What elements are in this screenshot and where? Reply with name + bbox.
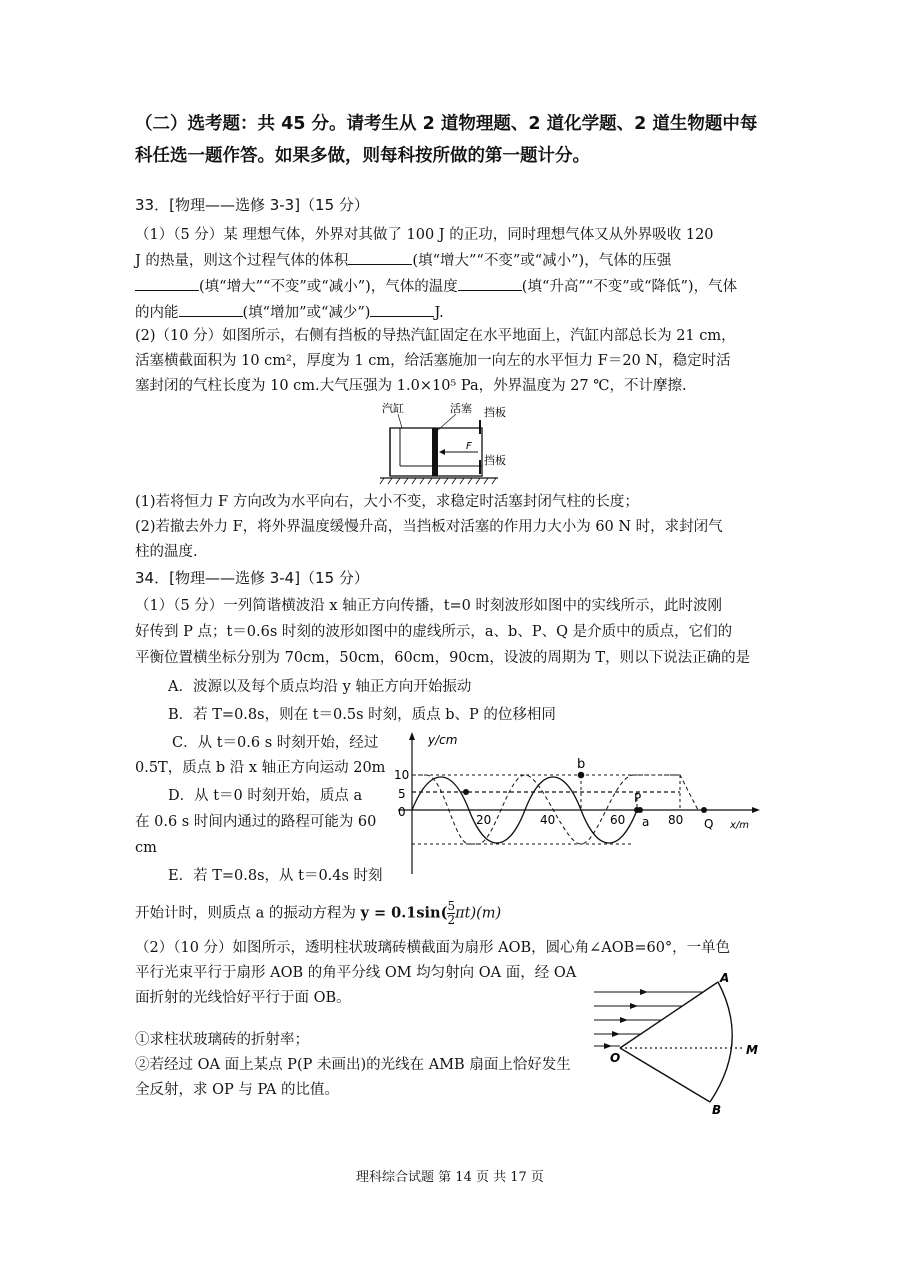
- q33-sub2-line2: 柱的温度.: [135, 544, 198, 560]
- label-stop-top: 挡板: [484, 406, 506, 419]
- wave-graph: [368, 728, 768, 876]
- option-c-line1: C．从 t＝0.6 s 时刻开始，经过: [172, 735, 379, 751]
- option-a: A．波源以及每个质点均沿 y 轴正方向开始振动: [168, 679, 472, 695]
- q33-sub1: (1)若将恒力 F 方向改为水平向右，大小不变，求稳定时活塞封闭气柱的长度；: [135, 494, 639, 510]
- text-segment: (填“增大”“不变”或“减小”)，气体的温度: [199, 279, 458, 295]
- x-axis-arrow: [752, 807, 760, 813]
- force-arrow-head: [439, 449, 445, 455]
- label-piston: 活塞: [450, 402, 472, 415]
- answer-blank-temperature[interactable]: [458, 276, 522, 291]
- edge-ob: [620, 1048, 710, 1102]
- text-segment: J 的热量，则这个过程气体的体积: [135, 253, 349, 269]
- option-e-line2: [135, 900, 501, 927]
- q33-p2-line3: 塞封闭的气柱长度为 10 cm.大气压强为 1.0×10⁵ Pa，外界温度为 27 ℃，不计摩擦.: [135, 378, 687, 394]
- y-axis-label: y/cm: [428, 733, 458, 747]
- answer-blank-pressure[interactable]: [135, 276, 199, 291]
- text-segment: 开始计时，则质点 a 的振动方程为: [135, 905, 361, 922]
- tick-x-40: 40: [540, 813, 556, 827]
- tick-y-0: 0: [398, 805, 406, 819]
- q34-p2-q2-line2: 全反射，求 OP 与 PA 的比值。: [135, 1082, 339, 1098]
- text-segment: (填“升高”“不变”或“降低”)，气体: [521, 279, 738, 295]
- q33-p1-line3: [135, 276, 737, 297]
- label-m-point: M: [746, 1043, 758, 1057]
- piston: [432, 428, 438, 476]
- x-axis-label: x/m: [730, 820, 750, 831]
- page-footer: 理科综合试题 第 14 页 共 17 页: [356, 1170, 544, 1185]
- option-b: B．若 T=0.8s，则在 t＝0.5s 时刻，质点 b、P 的位移相同: [168, 707, 556, 723]
- point-q: [701, 807, 707, 813]
- tick-x-80: 80: [668, 813, 684, 827]
- q33-sub2-line1: (2)若撤去外力 F，将外界温度缓慢升高，当挡板对活塞的作用力大小为 60 N 时，求封闭气: [135, 519, 723, 535]
- q33-p2-line1: (2)（10 分）如图所示，右侧有挡板的导热汽缸固定在水平地面上，汽缸内部总长为 21 cm，: [135, 328, 736, 344]
- q34-p2-q2-line1: ②若经过 OA 面上某点 P(P 未画出)的光线在 AMB 扇面上恰好发生: [135, 1057, 571, 1073]
- answer-blank-internal-energy[interactable]: [179, 302, 243, 317]
- label-a-point: A: [720, 971, 730, 985]
- tick-y-10: 10: [394, 768, 410, 782]
- tick-x-20: 20: [476, 813, 492, 827]
- tick-x-60: 60: [610, 813, 626, 827]
- q34-p2-line1: （2）（10 分）如图所示，透明柱状玻璃砖横截面为扇形 AOB，圆心角∠AOB=60°，一单色: [135, 940, 731, 956]
- tick-y-5: 5: [398, 787, 406, 801]
- label-cylinder: 汽缸: [382, 402, 404, 415]
- label-p: P: [634, 791, 642, 805]
- label-force: F: [466, 441, 472, 452]
- point-wave: [463, 789, 469, 795]
- option-c-line2: 0.5T，质点 b 沿 x 轴正方向运动 20m: [135, 760, 386, 776]
- option-d-line3: cm: [135, 840, 157, 856]
- light-rays: [594, 992, 702, 1046]
- arc-amb: [710, 982, 732, 1102]
- option-e-line1: E．若 T=0.8s，从 t＝0.4s 时刻: [168, 868, 383, 884]
- text-segment: 的内能: [135, 305, 179, 321]
- ray-arrows: [604, 989, 648, 1049]
- q34-p1-line1: （1）（5 分）一列简谐横波沿 x 轴正方向传播，t=0 时刻波形如图中的实线所示，此时波刚: [135, 598, 723, 614]
- q33-p2-line2: 活塞横截面积为 10 cm²，厚度为 1 cm，给活塞施加一向左的水平恒力 F＝20 N，稳定时活: [135, 353, 731, 369]
- fraction-denominator: 2: [447, 913, 456, 927]
- q33-p1-line2: [135, 250, 671, 271]
- label-stop-bottom: 挡板: [484, 454, 506, 467]
- q34-title: 34．[物理——选修 3-4]（15 分）: [135, 569, 369, 587]
- y-axis-arrow: [409, 732, 415, 740]
- q34-p2-q1: ①求柱状玻璃砖的折射率；: [135, 1032, 309, 1048]
- sector-diagram: [590, 968, 770, 1116]
- text-segment: (填“增加”或“减少”): [242, 305, 371, 321]
- answer-blank-volume[interactable]: [348, 250, 412, 265]
- fraction: [447, 900, 455, 927]
- label-o-point: O: [610, 1051, 621, 1065]
- answer-blank-amount[interactable]: [370, 302, 434, 317]
- point-60: [637, 807, 643, 813]
- fraction-numerator: 5: [447, 899, 456, 913]
- section-heading-line2: 科任选一题作答。如果多做，则每科按所做的第一题计分。: [135, 146, 590, 166]
- label-b: b: [577, 757, 586, 772]
- q33-p1-line1: （1）（5 分）某 理想气体，外界对其做了 100 J 的正功，同时理想气体又从外界吸收 120: [135, 227, 714, 243]
- label-b-point: B: [712, 1103, 722, 1116]
- option-d-line1: D．从 t＝0 时刻开始，质点 a: [168, 788, 363, 804]
- q34-p2-line3: 面折射的光线恰好平行于面 OB。: [135, 990, 351, 1006]
- q34-p1-line3: 平衡位置横坐标分别为 70cm，50cm，60cm，90cm，设波的周期为 T，则以下说法正确的是: [135, 650, 751, 666]
- label-a: a: [642, 815, 650, 829]
- point-b: [578, 772, 585, 779]
- equation-part: πt)(m): [455, 905, 502, 922]
- q33-title: 33．[物理——选修 3-3]（15 分）: [135, 196, 369, 214]
- leader-cylinder: [398, 414, 402, 428]
- text-segment: (填“增大”“不变”或“减小”)，气体的压强: [412, 253, 672, 269]
- cylinder-diagram: [378, 398, 528, 488]
- ground-hatching: [380, 478, 496, 484]
- option-d-line2: 在 0.6 s 时间内通过的路程可能为 60: [135, 814, 377, 830]
- q34-p1-line2: 好传到 P 点；t＝0.6s 时刻的波形如图中的虚线所示，a、b、P、Q 是介质中的质点，它们的: [135, 624, 733, 640]
- label-q: Q: [704, 817, 714, 831]
- q34-p2-line2: 平行光束平行于扇形 AOB 的角平分线 OM 均匀射向 OA 面，经 OA: [135, 965, 577, 981]
- q33-p1-line4: [135, 302, 444, 323]
- text-segment: J.: [434, 305, 444, 321]
- section-heading-line1: （二）选考题：共 45 分。请考生从 2 道物理题、2 道化学题、2 道生物题中每: [135, 114, 758, 134]
- equation-part: y = 0.1sin(: [360, 904, 448, 922]
